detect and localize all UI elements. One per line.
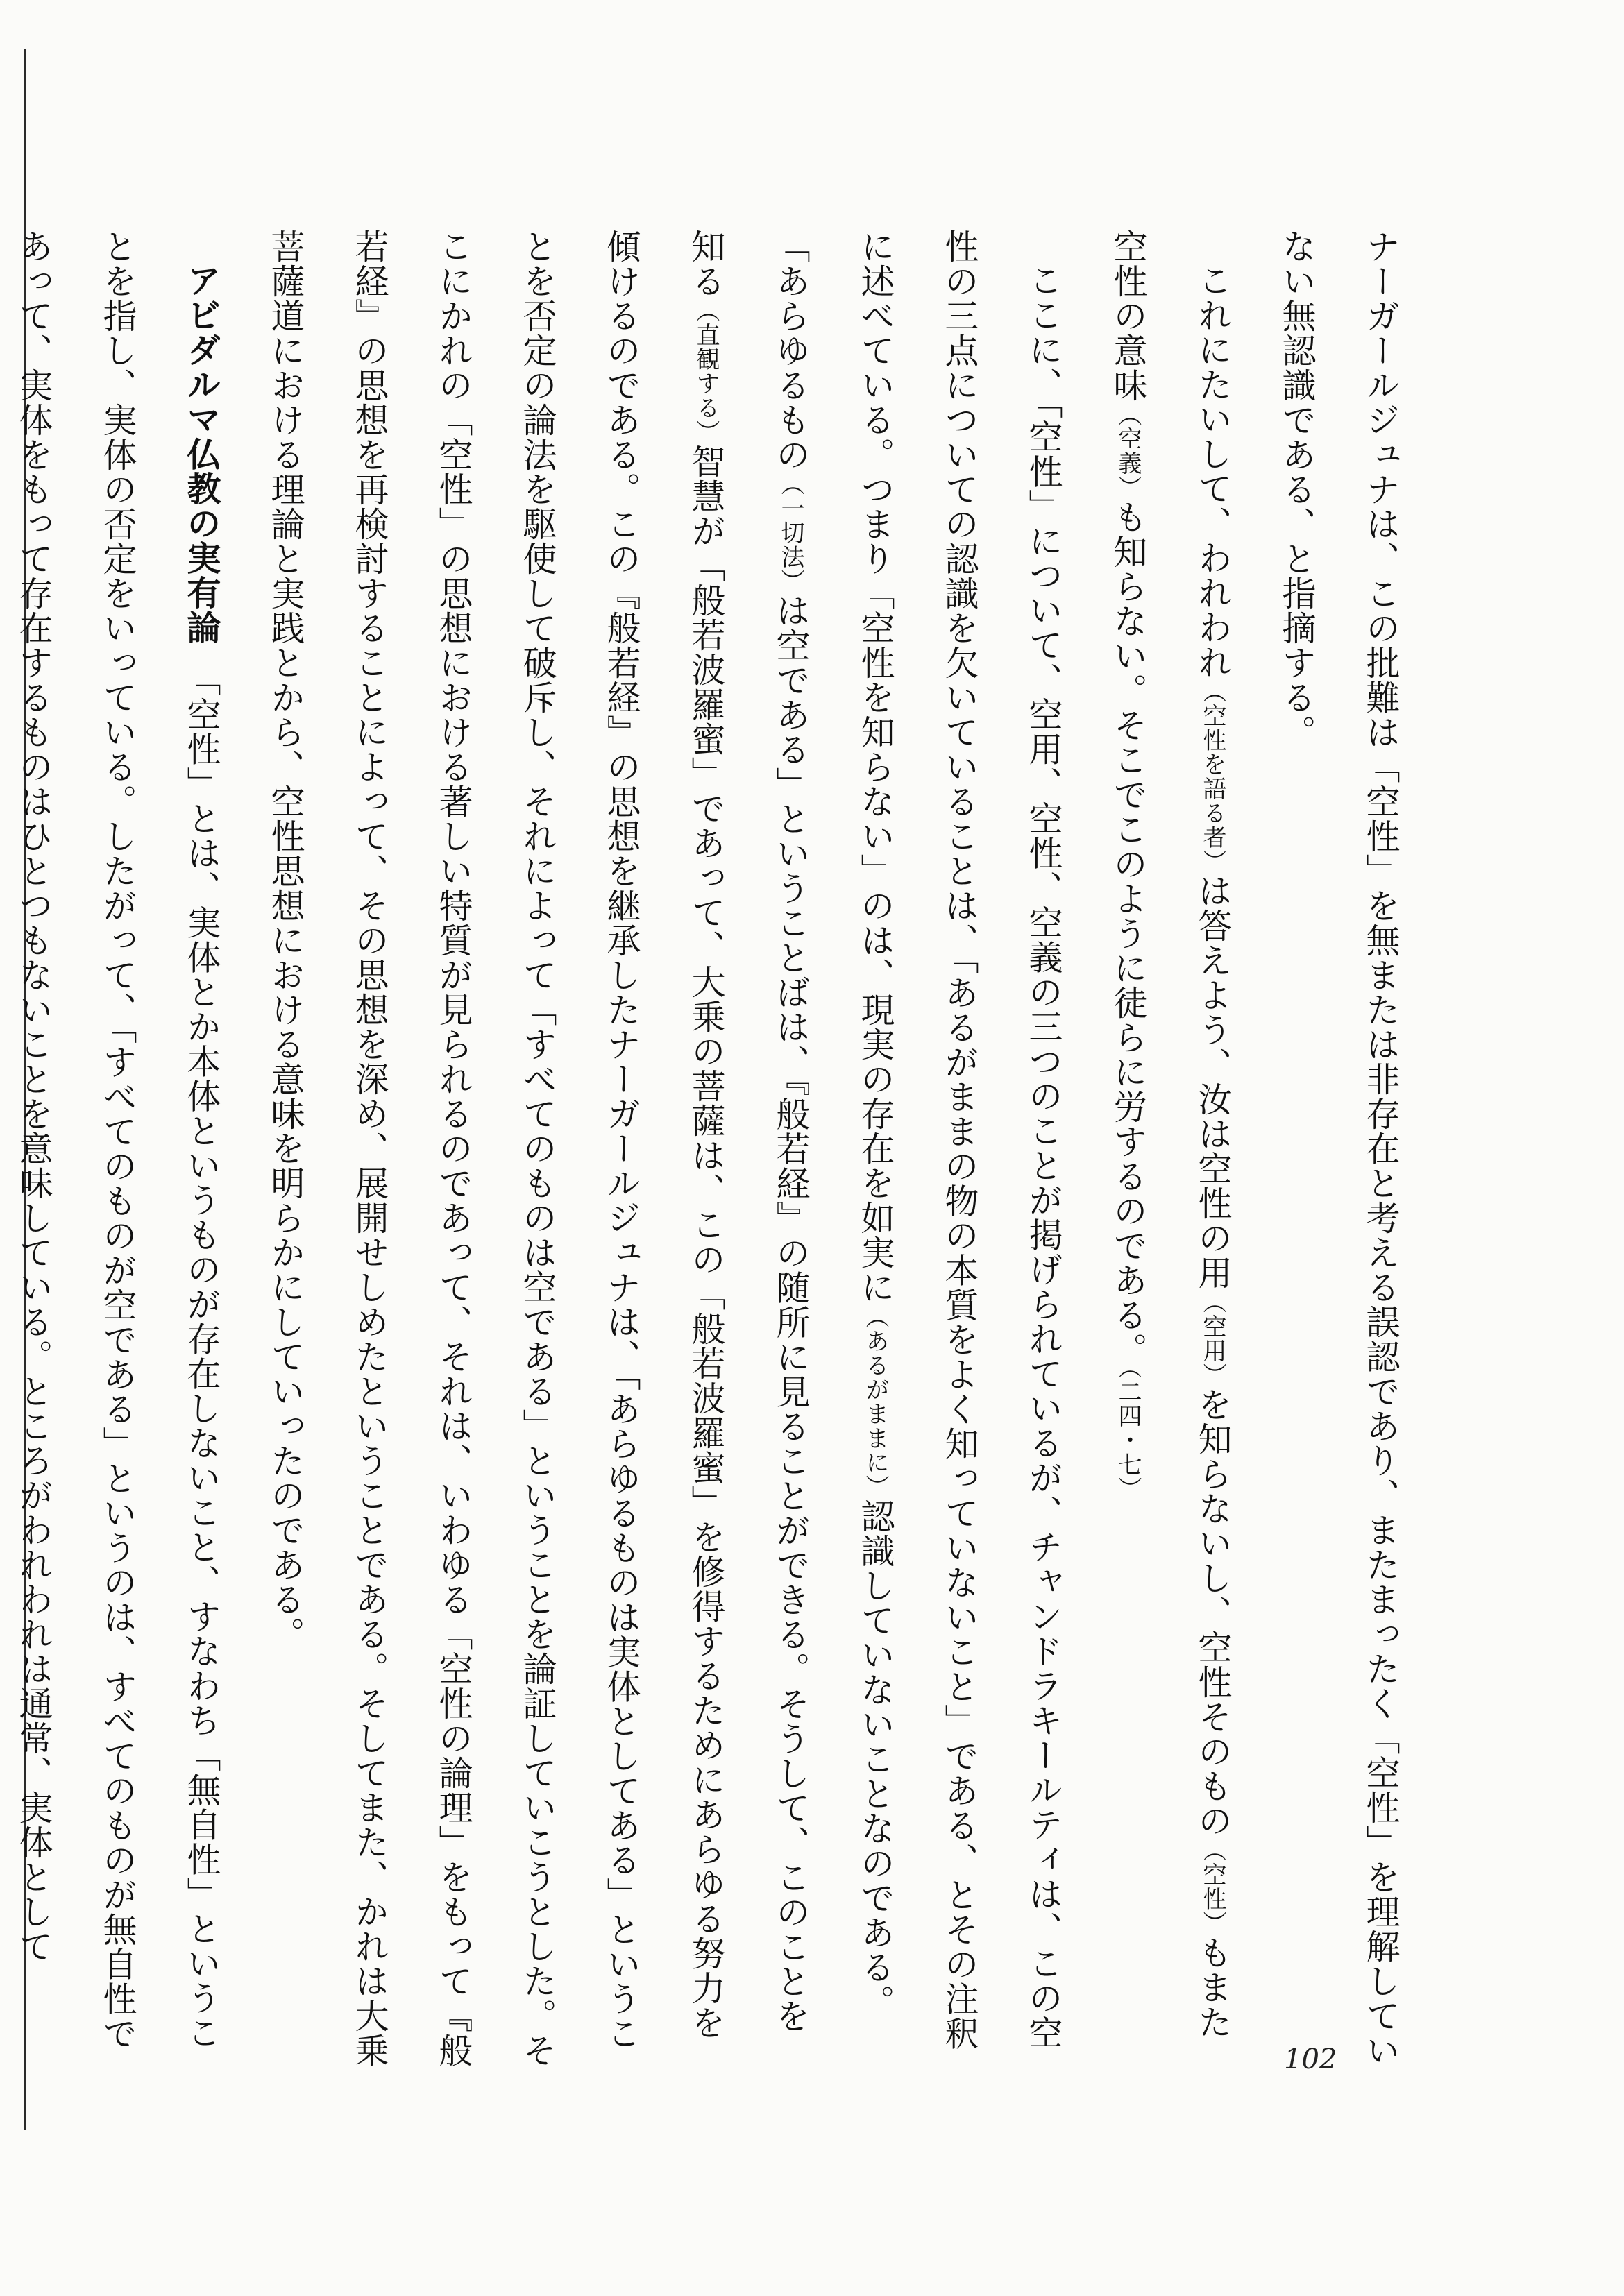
text-run: もまた空性の意味 [1108, 229, 1233, 2039]
annotation-note: （一切法） [777, 472, 804, 593]
text-run: 「空性」とは、実体とか本体というものが存在しないこと、すなわち「無自性」ということを指し、実体の否定をいっている。したがって、「すべてのものが空である」というのは、すべてのものが無自性であって、実体をもって存在するものはひとつもないことを意味している。ところがわれわれは通常、実体として [14, 229, 221, 2051]
annotation-note: （空性） [1199, 1838, 1226, 1935]
section-heading: アビダルマ仏教の実有論 [182, 263, 221, 645]
annotation-note: （空性を語る者） [1199, 679, 1226, 874]
annotation-note: （空義） [1114, 402, 1142, 500]
paragraph [1085, 229, 1255, 2068]
page-number: 102 [1284, 2043, 1337, 2075]
paragraph [1255, 229, 1423, 2068]
text-run: 認識していないことなのである。「あらゆるもの [771, 229, 895, 2019]
text-run: も知らない。そこでこのように徒らに労するのである。 [1108, 500, 1148, 1367]
text-run: は答えよう、汝は空性の用 [1193, 874, 1233, 1290]
annotation-note: （あるがままに） [861, 1304, 889, 1499]
annotation-note: （空用） [1199, 1290, 1226, 1387]
vertical-body-text [0, 229, 1423, 2068]
text-run: これにたいして、われわれ [1193, 263, 1233, 679]
text-run: を知らないし、空性そのもの [1193, 1387, 1233, 1838]
paragraph [244, 229, 1085, 2068]
annotation-note: （二四・七） [1114, 1367, 1142, 1501]
paragraph [0, 229, 244, 2068]
annotation-note: （直観する） [692, 298, 720, 444]
text-run: は空である」ということばは、『般若経』の随所に見ることができる。そうして、このことを知る [686, 229, 811, 2034]
text-run: 智慧が「般若波羅蜜」であって、大乗の菩薩は、この「般若波羅蜜」を修得するためにあらゆる努力を傾けるのである。この『般若経』の思想を継承したナーガールジュナは、「あらゆるものは実体としてある」ということを否定の論法を駆使して破斥し、それによって「すべてのものは空である」ということを論証していこうとした。そこにかれの「空性」の思想における著しい特質が見られるのであって、それは、いわゆる「空性の論理」をもって『般若経』の思想を再検討することによって、その思想を深め、展開せしめたということである。そしてまた、かれは大乗菩薩道における理論と実践とから、空性思想における意味を明らかにしていったのである。 [266, 229, 726, 2068]
text-run: ここに、「空性」について、空用、空性、空義の三つのことが掲げられているが、チャンドラキールティは、この空性の三点についての認識を欠いていることは、「あるがままの物の本質をよく知っていないこと」である、とその注釈に述べている。つまり「空性を知らない」のは、現実の存在を如実に [856, 229, 1063, 2051]
text-run: ナーガールジュナは、この批難は「空性」を無または非存在と考える誤認であり、またまったく「空性」を理解していない無認識である、と指摘する。 [1277, 229, 1401, 2068]
